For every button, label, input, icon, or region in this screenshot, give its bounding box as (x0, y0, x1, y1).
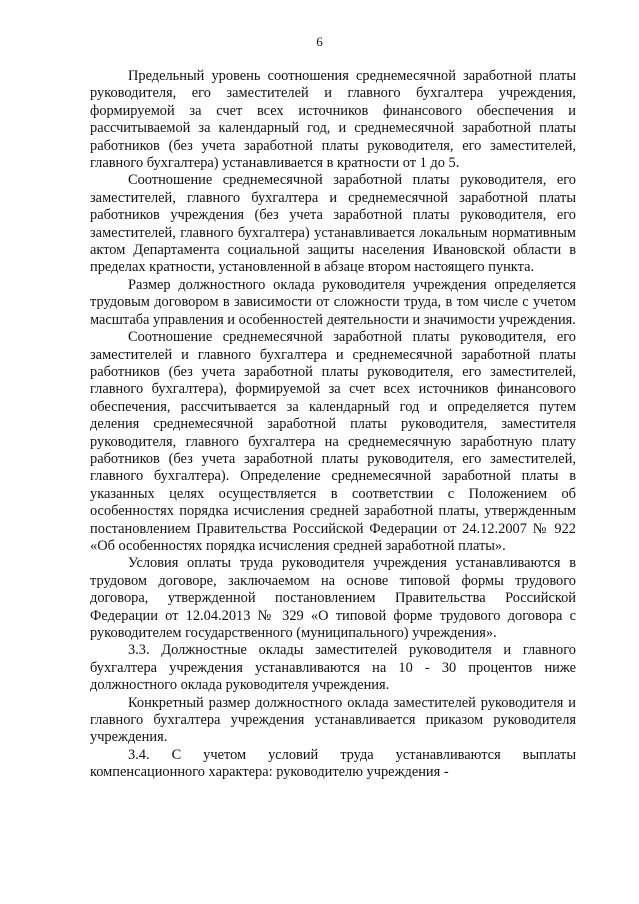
paragraph: Размер должностного оклада руководителя учреждения определяется трудовым договором в зависимости от сложности труда, в том числе с учетом масштаба управления и особенностей деятельности и значимости учреждения. (90, 276, 576, 328)
paragraph: Конкретный размер должностного оклада заместителей руководителя и главного бухгалтера учреждения устанавливается приказом руководителя учреждения. (90, 694, 576, 746)
page-number: 6 (316, 34, 323, 49)
paragraph: Соотношение среднемесячной заработной платы руководителя, его заместителей и главного бухгалтера и среднемесячной заработной платы работников (без учета заработной платы руководителя, его заместителей, главного бухгалтера), формируемой за счет всех источников финансового обеспечения, рассчитывается за календарный год и определяется путем деления среднемесячной заработной платы руководителя, заместителя руководителя, главного бухгалтера на среднемесячную заработную плату работников (без учета заработной платы руководителя, его заместителей, главного бухгалтера). Определение среднемесячной заработной платы в указанных целях осуществляется в соответствии с Положением об особенностях порядка исчисления средней заработной платы, утвержденным постановлением Правительства Российской Федерации от 24.12.2007 № 922 «Об особенностях порядка исчисления средней заработной платы». (90, 329, 576, 554)
paragraph: Предельный уровень соотношения среднемесячной заработной платы руководителя, его заместителей и главного бухгалтера учреждения, формируемой за счет всех источников финансового обеспечения и рассчитываемой за календарный год, и среднемесячной заработной платы работников (без учета заработной платы руководителя, его заместителей, главного бухгалтера) устанавливается в кратности от 1 до 5. (90, 68, 576, 172)
document-body (90, 68, 576, 782)
paragraph: 3.4. С учетом условий труда устанавливаются выплаты компенсационного характера: руководителю учреждения - (90, 746, 576, 781)
paragraph: Соотношение среднемесячной заработной платы руководителя, его заместителей, главного бухгалтера и среднемесячной заработной платы работников учреждения (без учета заработной платы руководителя, его заместителей, главного бухгалтера) устанавливается локальным нормативным актом Департамента социальной защиты населения Ивановской области в пределах кратности, установленной в абзаце втором настоящего пункта. (90, 172, 576, 276)
paragraph: 3.3. Должностные оклады заместителей руководителя и главного бухгалтера учреждения устанавливаются на 10 - 30 процентов ниже должностного оклада руководителя учреждения. (90, 642, 576, 694)
paragraph: Условия оплаты труда руководителя учреждения устанавливаются в трудовом договоре, заключаемом на основе типовой формы трудового договора, утвержденной постановлением Правительства Российской Федерации от 12.04.2013 № 329 «О типовой форме трудового договора с руководителем государственного (муниципального) учреждения». (90, 555, 576, 641)
